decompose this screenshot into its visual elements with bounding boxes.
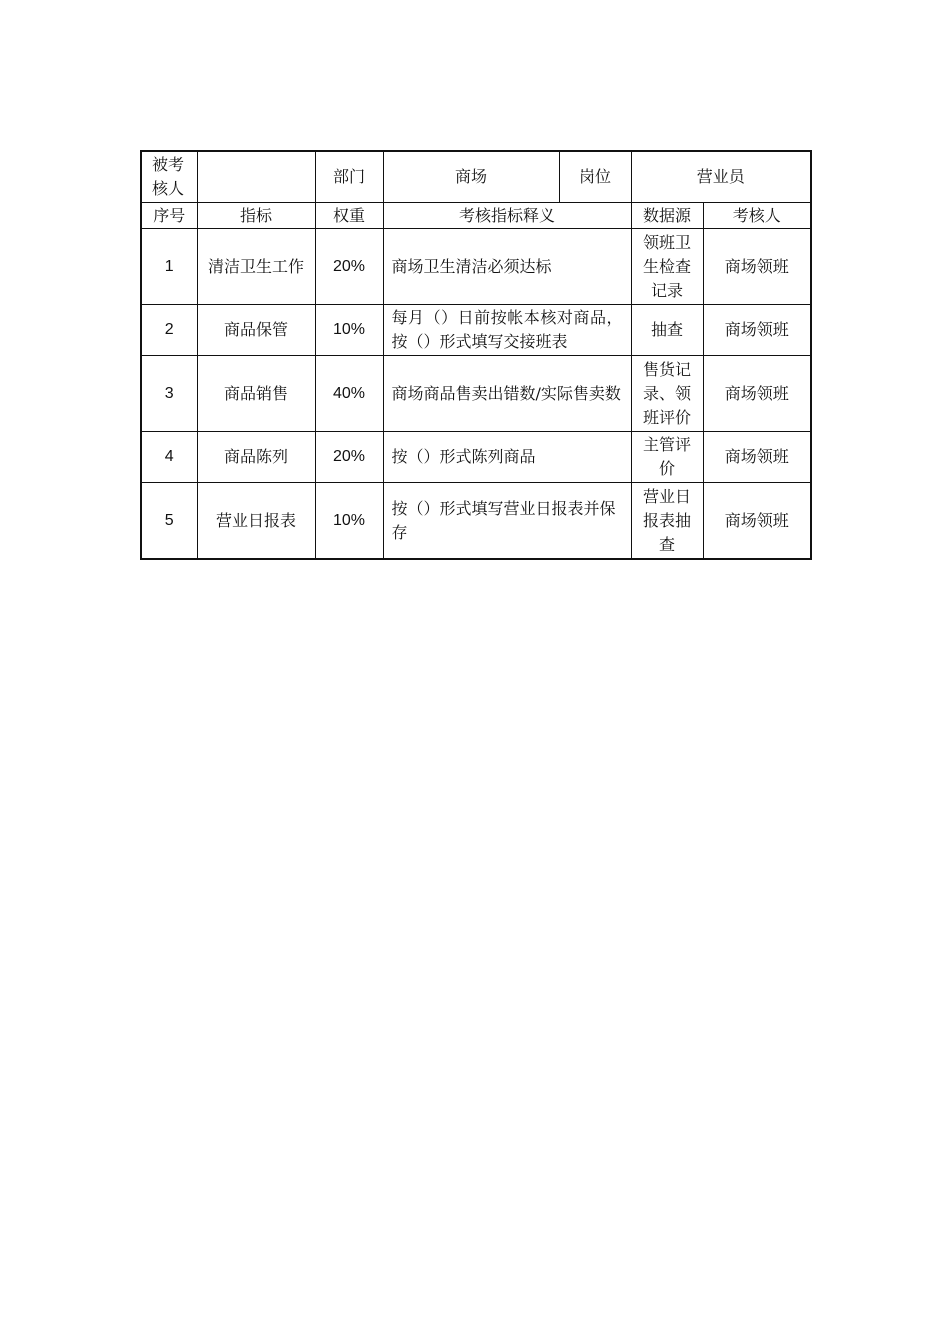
- row-no: 2: [141, 305, 197, 356]
- row-no: 3: [141, 356, 197, 432]
- row-weight: 20%: [315, 229, 383, 305]
- assessment-sheet: [140, 150, 810, 560]
- row-definition: 商场商品售卖出错数/实际售卖数: [383, 356, 631, 432]
- row-indicator: 营业日报表: [197, 483, 315, 560]
- table-row: [141, 483, 811, 560]
- row-weight: 10%: [315, 305, 383, 356]
- row-indicator: 商品陈列: [197, 432, 315, 483]
- row-source: 领班卫生检查记录: [631, 229, 703, 305]
- row-definition: 按（）形式陈列商品: [383, 432, 631, 483]
- row-source: 抽查: [631, 305, 703, 356]
- column-header-row: [141, 203, 811, 229]
- assessee-label: 被考核人: [141, 151, 197, 203]
- dept-value: 商场: [383, 151, 559, 203]
- row-weight: 20%: [315, 432, 383, 483]
- row-weight: 40%: [315, 356, 383, 432]
- row-assessor: 商场领班: [703, 229, 811, 305]
- row-assessor: 商场领班: [703, 305, 811, 356]
- col-header-indicator: 指标: [197, 203, 315, 229]
- table-row: [141, 229, 811, 305]
- row-assessor: 商场领班: [703, 432, 811, 483]
- col-header-no: 序号: [141, 203, 197, 229]
- dept-label: 部门: [315, 151, 383, 203]
- row-assessor: 商场领班: [703, 356, 811, 432]
- post-label: 岗位: [559, 151, 631, 203]
- assessment-table: [140, 150, 812, 560]
- row-indicator: 商品销售: [197, 356, 315, 432]
- col-header-weight: 权重: [315, 203, 383, 229]
- row-source: 主管评价: [631, 432, 703, 483]
- row-indicator: 清洁卫生工作: [197, 229, 315, 305]
- post-value: 营业员: [631, 151, 811, 203]
- row-definition: 按（）形式填写营业日报表并保存: [383, 483, 631, 560]
- table-row: [141, 356, 811, 432]
- table-row: [141, 305, 811, 356]
- row-no: 1: [141, 229, 197, 305]
- col-header-definition: 考核指标释义: [383, 203, 631, 229]
- col-header-assessor: 考核人: [703, 203, 811, 229]
- row-definition: 每月（）日前按帐本核对商品，按（）形式填写交接班表: [383, 305, 631, 356]
- row-weight: 10%: [315, 483, 383, 560]
- row-no: 4: [141, 432, 197, 483]
- row-source: 营业日报表抽查: [631, 483, 703, 560]
- table-row: [141, 432, 811, 483]
- row-source: 售货记录、领班评价: [631, 356, 703, 432]
- col-header-source: 数据源: [631, 203, 703, 229]
- row-no: 5: [141, 483, 197, 560]
- row-assessor: 商场领班: [703, 483, 811, 560]
- row-indicator: 商品保管: [197, 305, 315, 356]
- header-row: [141, 151, 811, 203]
- row-definition: 商场卫生清洁必须达标: [383, 229, 631, 305]
- assessee-value: [197, 151, 315, 203]
